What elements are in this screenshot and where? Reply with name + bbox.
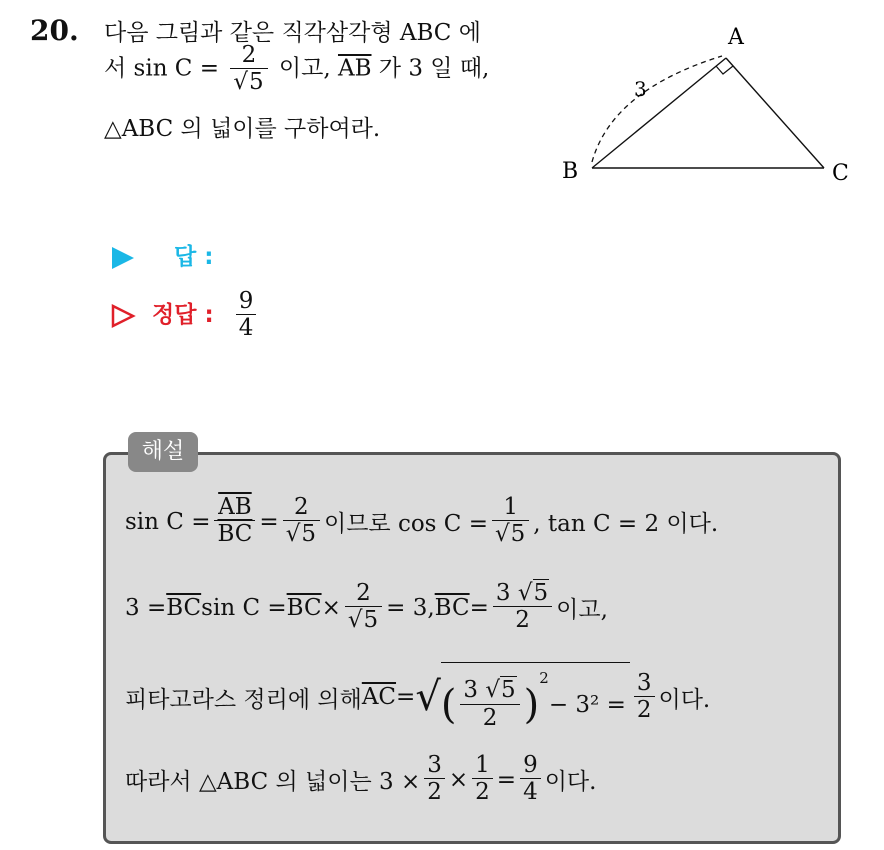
dashed-arc xyxy=(592,56,722,162)
correct-answer-row xyxy=(110,288,260,343)
explanation-line-4: 따라서 △ABC 의 넓이는 3 × $\frac{3}{2}$ × $\frac{1}{2}$ = $\frac{9}{4}$ 이다. xyxy=(125,752,597,806)
problem-line-2: 서 sin C = $\frac{2}{√5}$ 이고, $\overline{AB}$ 가 3 일 때, xyxy=(104,42,490,96)
vertex-a-label: A xyxy=(728,25,744,50)
side-ba xyxy=(592,58,726,168)
right-angle-mark xyxy=(716,66,733,74)
explanation-tag: 해설 xyxy=(128,432,198,472)
vertex-b-label: B xyxy=(562,159,579,184)
explanation-line-1: sin C = $\frac{\overline{AB}}{BC}$ = $\frac{2}{√5}$ 이므로 cos C = $\frac{1}{√5}$ , tan C = 2 이다. xyxy=(125,494,719,548)
side-ac xyxy=(726,58,824,168)
correct-answer-value: $\frac{9}{4}$ xyxy=(236,288,257,343)
correct-answer-label: 정답 : xyxy=(152,302,214,329)
triangle-figure xyxy=(560,20,860,190)
side-length-label: 3 xyxy=(634,77,647,101)
answer-row xyxy=(110,238,213,271)
explanation-line-3: 피타고라스 정리에 의해$\overline{AC}=√$( $\frac{3 √5}{2}$ )$^2$− 3² = $\frac{3}{2}$ 이다. xyxy=(125,662,710,733)
problem-number: 20. xyxy=(30,14,79,47)
segment-ab: $\overline{AB}$ xyxy=(337,55,372,82)
problem-line-3: △ABC 의 넓이를 구하여라. xyxy=(104,116,381,142)
fraction-2-over-root5: $\frac{2}{√5}$ xyxy=(230,42,267,97)
problem-line-1: 다음 그림과 같은 직각삼각형 ABC 에 xyxy=(104,20,481,46)
vertex-c-label: C xyxy=(832,161,849,186)
explanation-line-2: $3 =\overline{BC}\sin$ $C =\overline{BC}\times$ $\frac{2}{√5}$ = $3,\overline{BC}=$ $\frac{3 √5}{2}$ 이고, xyxy=(125,580,608,634)
correct-arrow-icon xyxy=(110,303,136,329)
answer-label: 답 : xyxy=(174,244,214,270)
answer-arrow-icon xyxy=(110,245,136,271)
